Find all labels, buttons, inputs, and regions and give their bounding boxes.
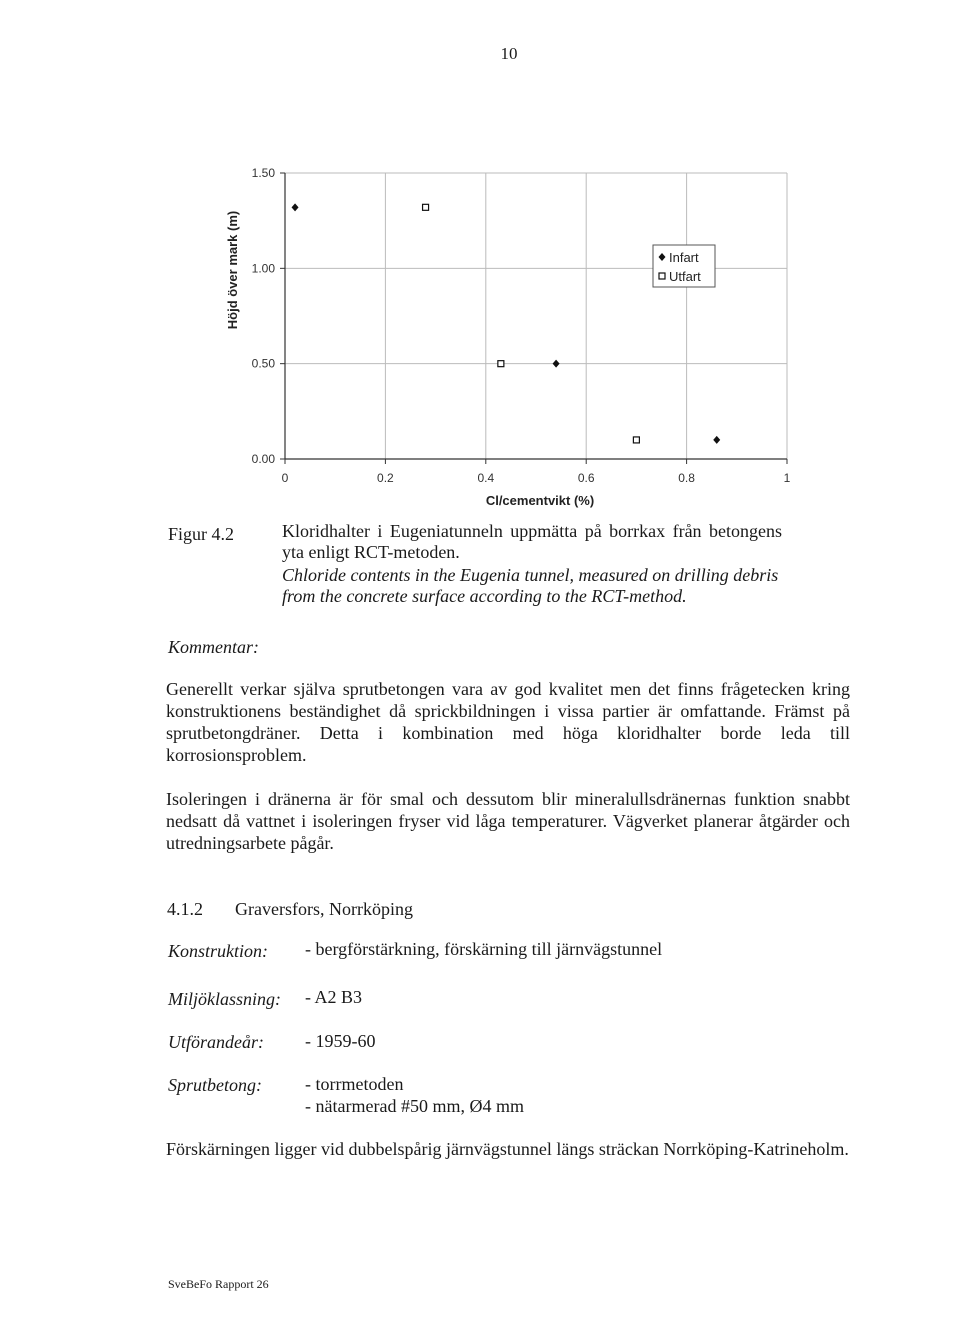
chart-grid xyxy=(285,173,787,459)
comment-label: Kommentar: xyxy=(168,637,259,657)
spec-label-miljoklassning: Miljöklassning: xyxy=(168,989,281,1009)
comment-paragraph-2: Isoleringen i dränerna är för smal och dessutom blir mineralullsdränernas funktion snabbt nedsatt då vattnet i isoleringen fryser vid låga temperaturer. Vägverket planerar åtgärder och utredningsarbete pågår. xyxy=(166,789,850,853)
data-point-utfart xyxy=(633,437,639,443)
chart-axes xyxy=(280,173,787,464)
chart-legend xyxy=(653,245,715,287)
y-tick-label: 1.50 xyxy=(251,166,275,180)
chart-ticks xyxy=(252,166,791,485)
figure-caption-english: Chloride contents in the Eugenia tunnel, measured on drilling debris from the concrete surface according to the RCT-method. xyxy=(282,565,779,606)
figure-label: Figur 4.2 xyxy=(168,524,235,544)
x-tick-label: 0.8 xyxy=(678,471,695,485)
chart-points xyxy=(292,203,721,444)
page-number: 10 xyxy=(500,44,518,63)
spec-value-miljoklassning: - A2 B3 xyxy=(305,987,363,1007)
spec-value-utforandear: - 1959-60 xyxy=(305,1031,376,1051)
data-point-infart xyxy=(553,360,560,368)
data-point-infart xyxy=(292,203,299,211)
data-point-utfart xyxy=(423,204,429,210)
spec-label-sprutbetong: Sprutbetong: xyxy=(168,1075,262,1095)
x-tick-label: 0.6 xyxy=(577,471,595,485)
x-tick-label: 0.4 xyxy=(477,471,495,485)
y-tick-label: 1.00 xyxy=(251,261,275,276)
spec-value-sprutbetong-2: - nätarmerad #50 mm, Ø4 mm xyxy=(305,1096,524,1116)
figure-caption-swedish: Kloridhalter i Eugeniatunneln uppmätta på borrkax från betongens yta enligt RCT-metoden. xyxy=(282,521,782,562)
section-title: Graversfors, Norrköping xyxy=(235,899,413,919)
comment-paragraph-1: Generellt verkar själva sprutbetongen vara av god kvalitet men det finns frågetecken kring konstruktionens beständighet då sprickbildningen i vissa partier är omfattande. Främst på sprutbetongdräner. Detta i kombination med höga kloridhalter borde leda till korrosionsproblem. xyxy=(166,679,850,765)
legend-marker-utfart xyxy=(659,273,665,279)
chart-svg xyxy=(215,155,815,515)
spec-value-sprutbetong-1: - torrmetoden xyxy=(305,1074,404,1094)
footer-report-name: SveBeFo Rapport 26 xyxy=(168,1277,269,1291)
y-tick-label: 0.50 xyxy=(251,356,275,371)
x-tick-label: 1 xyxy=(783,471,791,485)
spec-value-konstruktion: - bergförstärkning, förskärning till järnvägstunnel xyxy=(305,939,663,959)
spec-label-konstruktion: Konstruktion: xyxy=(168,941,269,961)
data-point-utfart xyxy=(498,361,504,367)
section-heading xyxy=(167,899,413,920)
legend-label-utfart: Utfart xyxy=(669,269,701,284)
x-tick-label: 0 xyxy=(281,471,289,485)
spec-label-utforandear: Utförandeår: xyxy=(168,1032,264,1052)
chart-y-label: Höjd över mark (m) xyxy=(225,210,240,330)
data-point-infart xyxy=(713,436,720,444)
x-tick-label: 0.2 xyxy=(377,471,394,485)
section-number: 4.1.2 xyxy=(167,899,203,919)
legend-label-infart: Infart xyxy=(669,250,699,265)
chloride-chart xyxy=(215,155,815,515)
closing-paragraph: Förskärningen ligger vid dubbelspårig järnvägstunnel längs sträckan Norrköping-Katrineholm. xyxy=(166,1139,849,1159)
chart-x-label: Cl/cementvikt (%) xyxy=(485,493,595,508)
y-tick-label: 0.00 xyxy=(251,452,275,466)
